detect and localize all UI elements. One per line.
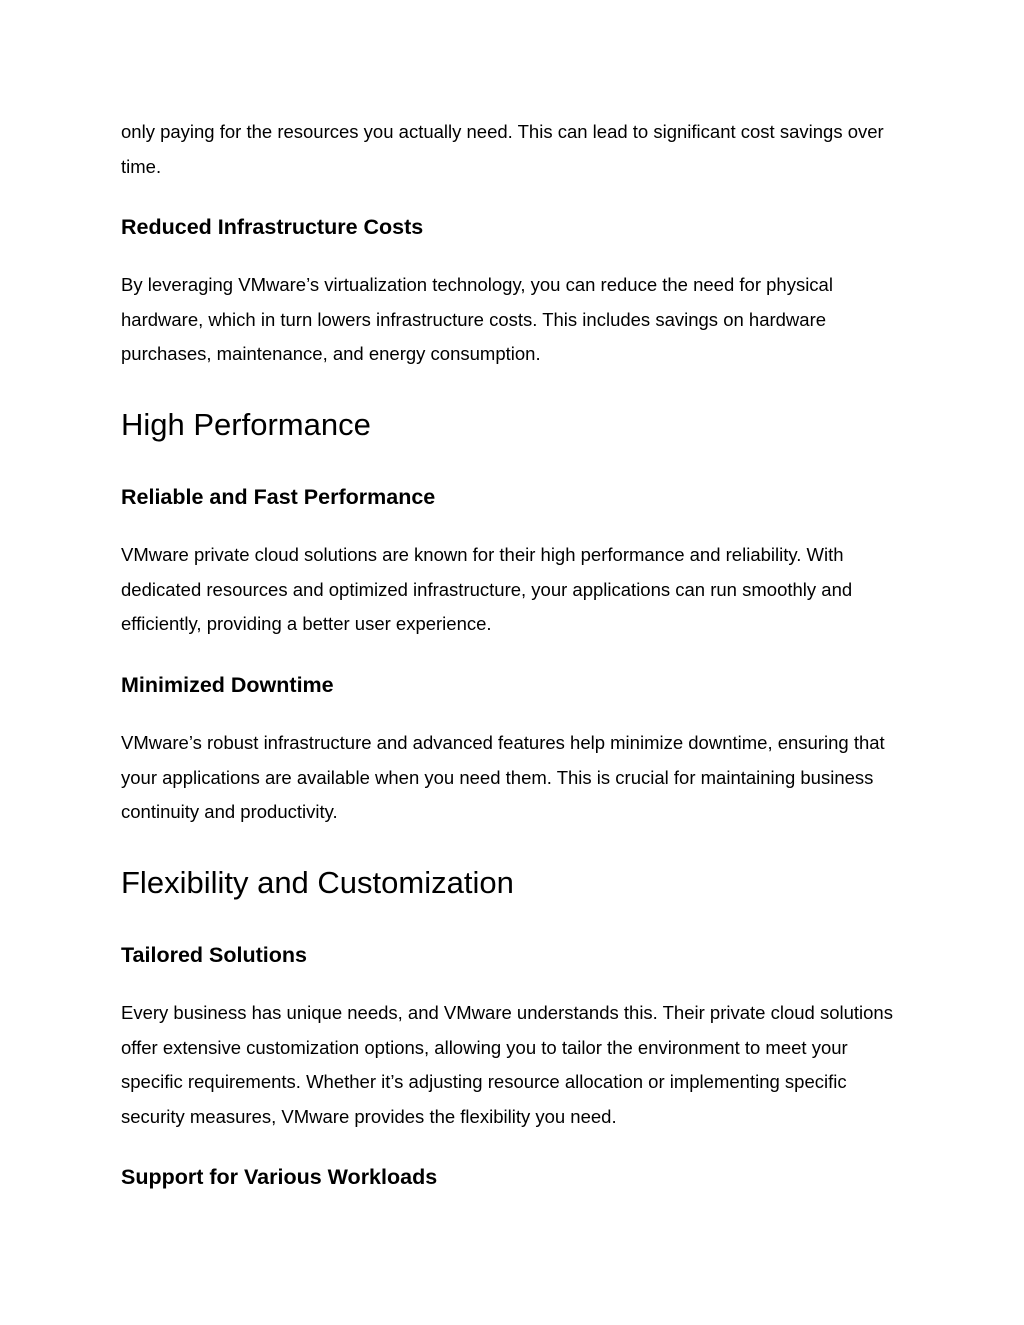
- heading-reduced-infrastructure-costs: Reduced Infrastructure Costs: [121, 215, 424, 239]
- heading-flexibility-customization: Flexibility and Customization: [121, 865, 514, 900]
- paragraph-reliable-fast-performance: VMware private cloud solutions are known for their high performance and reliability. With dedicated resources and optimized infrastructure, your applications can run smoothly and efficiently, providing a better user experience.: [121, 544, 853, 635]
- heading-reliable-fast-performance: Reliable and Fast Performance: [121, 485, 436, 509]
- heading-tailored-solutions: Tailored Solutions: [121, 943, 307, 967]
- paragraph-cost-savings: only paying for the resources you actually need. This can lead to significant cost savings over time.: [121, 121, 884, 177]
- heading-support-various-workloads: Support for Various Workloads: [121, 1165, 438, 1189]
- paragraph-tailored-solutions: Every business has unique needs, and VMware understands this. Their private cloud solutions offer extensive customization options, allowing you to tailor the environment to meet your specific requirements. Whether it’s adjusting resource allocation or implementing specific security measures, VMware provides the flexibility you need.: [121, 1002, 893, 1127]
- heading-minimized-downtime: Minimized Downtime: [121, 673, 334, 697]
- paragraph-minimized-downtime: VMware’s robust infrastructure and advanced features help minimize downtime, ensuring that your applications are available when you need them. This is crucial for maintaining business continuity and productivity.: [121, 732, 885, 823]
- paragraph-reduced-infrastructure-costs: By leveraging VMware’s virtualization technology, you can reduce the need for physical hardware, which in turn lowers infrastructure costs. This includes savings on hardware purchases, maintenance, and energy consumption.: [121, 274, 833, 365]
- heading-high-performance: High Performance: [121, 407, 371, 442]
